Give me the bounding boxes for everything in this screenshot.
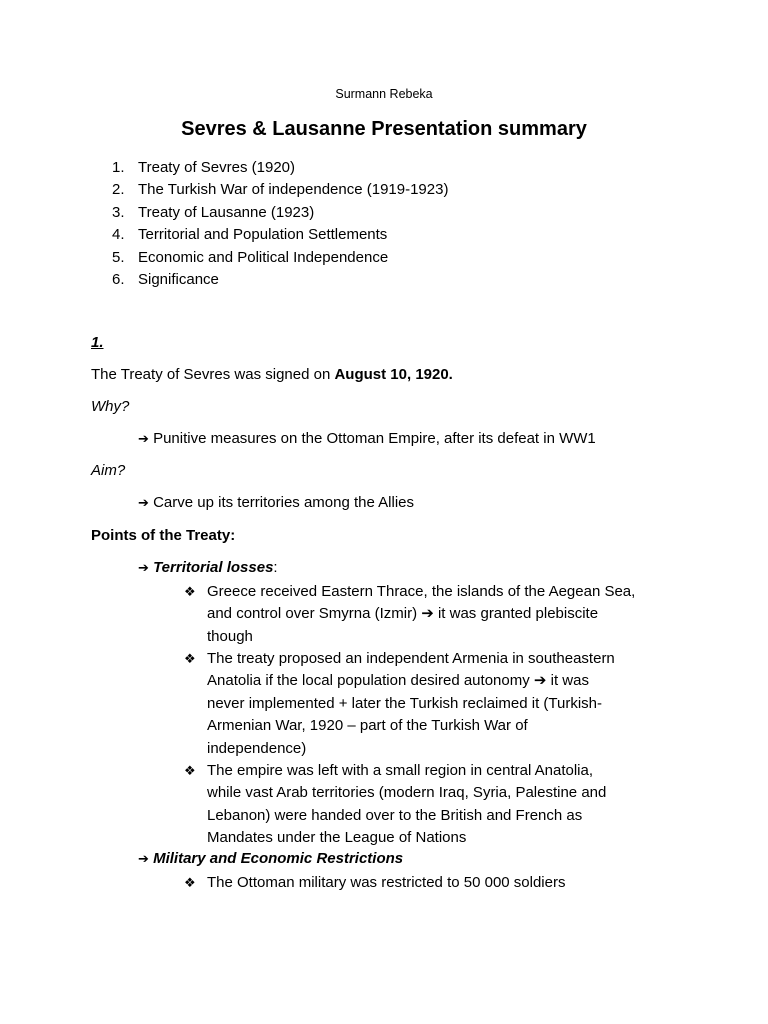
toc-number: 5. (112, 248, 125, 266)
toc-number: 1. (112, 159, 125, 176)
toc-item (112, 179, 712, 201)
toc-item (112, 224, 712, 246)
toc-item (112, 269, 712, 291)
toc-number: 3. (112, 203, 125, 221)
diamond-bullet-icon: ❖ (184, 585, 196, 600)
bullet-line: The Ottoman military was restricted to 50 000 soldiers (207, 874, 566, 891)
territorial-heading-row (138, 559, 278, 576)
toc-number: 6. (112, 271, 125, 289)
bullet-line: Greece received Eastern Thrace, the islands of the Aegean Sea, (207, 583, 636, 600)
why-label: Why? (91, 398, 130, 415)
signed-sentence (91, 366, 453, 383)
toc-number: 4. (112, 226, 125, 244)
toc-item (112, 202, 712, 224)
bullet-line: The empire was left with a small region in central Anatolia, (207, 762, 594, 779)
signed-date: August 10, 1920. (334, 366, 453, 383)
points-heading: Points of the Treaty: (91, 527, 236, 544)
diamond-bullet-icon: ❖ (184, 764, 196, 779)
toc-item (112, 247, 712, 269)
toc-label: Territorial and Population Settlements (138, 226, 388, 244)
territorial-heading: Territorial losses (153, 559, 274, 576)
toc-number: 2. (112, 181, 125, 199)
military-heading-row (138, 850, 403, 867)
list-item (184, 760, 684, 850)
territorial-colon: : (273, 559, 278, 576)
arrow-right-icon: ➔ (138, 561, 149, 576)
aim-text: Carve up its territories among the Allies (153, 494, 415, 511)
bullet-line: though (207, 627, 253, 645)
bullet-line: while vast Arab territories (modern Iraq, Syria, Palestine and (207, 784, 607, 802)
aim-label: Aim? (91, 462, 126, 479)
bullet-line: never implemented + later the Turkish reclaimed it (Turkish- (207, 694, 603, 712)
bullet-line: The treaty proposed an independent Armenia in southeastern (207, 650, 615, 667)
bullet-line: independence) (207, 739, 307, 757)
arrow-right-icon: ➔ (138, 852, 149, 867)
toc-label: The Turkish War of independence (1919-1923) (138, 181, 449, 199)
list-item (184, 648, 684, 760)
bullet-line: Lebanon) were handed over to the British and French as (207, 806, 583, 824)
bullet-line: and control over Smyrna (Izmir) ➔ it was granted plebiscite (207, 605, 599, 623)
list-item (184, 872, 684, 894)
signed-prefix: The Treaty of Sevres was signed on (91, 366, 335, 383)
bullet-line: Anatolia if the local population desired autonomy ➔ it was (207, 672, 589, 690)
section-1-label: 1. (91, 334, 104, 351)
toc-label: Significance (138, 271, 219, 289)
why-answer (138, 430, 596, 447)
toc-label: Economic and Political Independence (138, 248, 389, 266)
toc-item (112, 157, 712, 179)
document-title: Sevres & Lausanne Presentation summary (181, 118, 587, 140)
toc-label: Treaty of Sevres (1920) (138, 159, 296, 176)
diamond-bullet-icon: ❖ (184, 876, 196, 891)
table-of-contents (112, 157, 712, 291)
arrow-right-icon: ➔ (138, 496, 149, 511)
author-name: Surmann Rebeka (335, 87, 433, 101)
military-heading: Military and Economic Restrictions (153, 850, 404, 867)
aim-answer (138, 494, 414, 511)
bullet-line: Mandates under the League of Nations (207, 829, 467, 847)
list-item (184, 581, 684, 648)
why-text: Punitive measures on the Ottoman Empire, after its defeat in WW1 (153, 430, 596, 447)
bullet-line: Armenian War, 1920 – part of the Turkish War of (207, 717, 528, 735)
arrow-right-icon: ➔ (138, 432, 149, 447)
toc-label: Treaty of Lausanne (1923) (138, 203, 315, 221)
diamond-bullet-icon: ❖ (184, 652, 196, 667)
